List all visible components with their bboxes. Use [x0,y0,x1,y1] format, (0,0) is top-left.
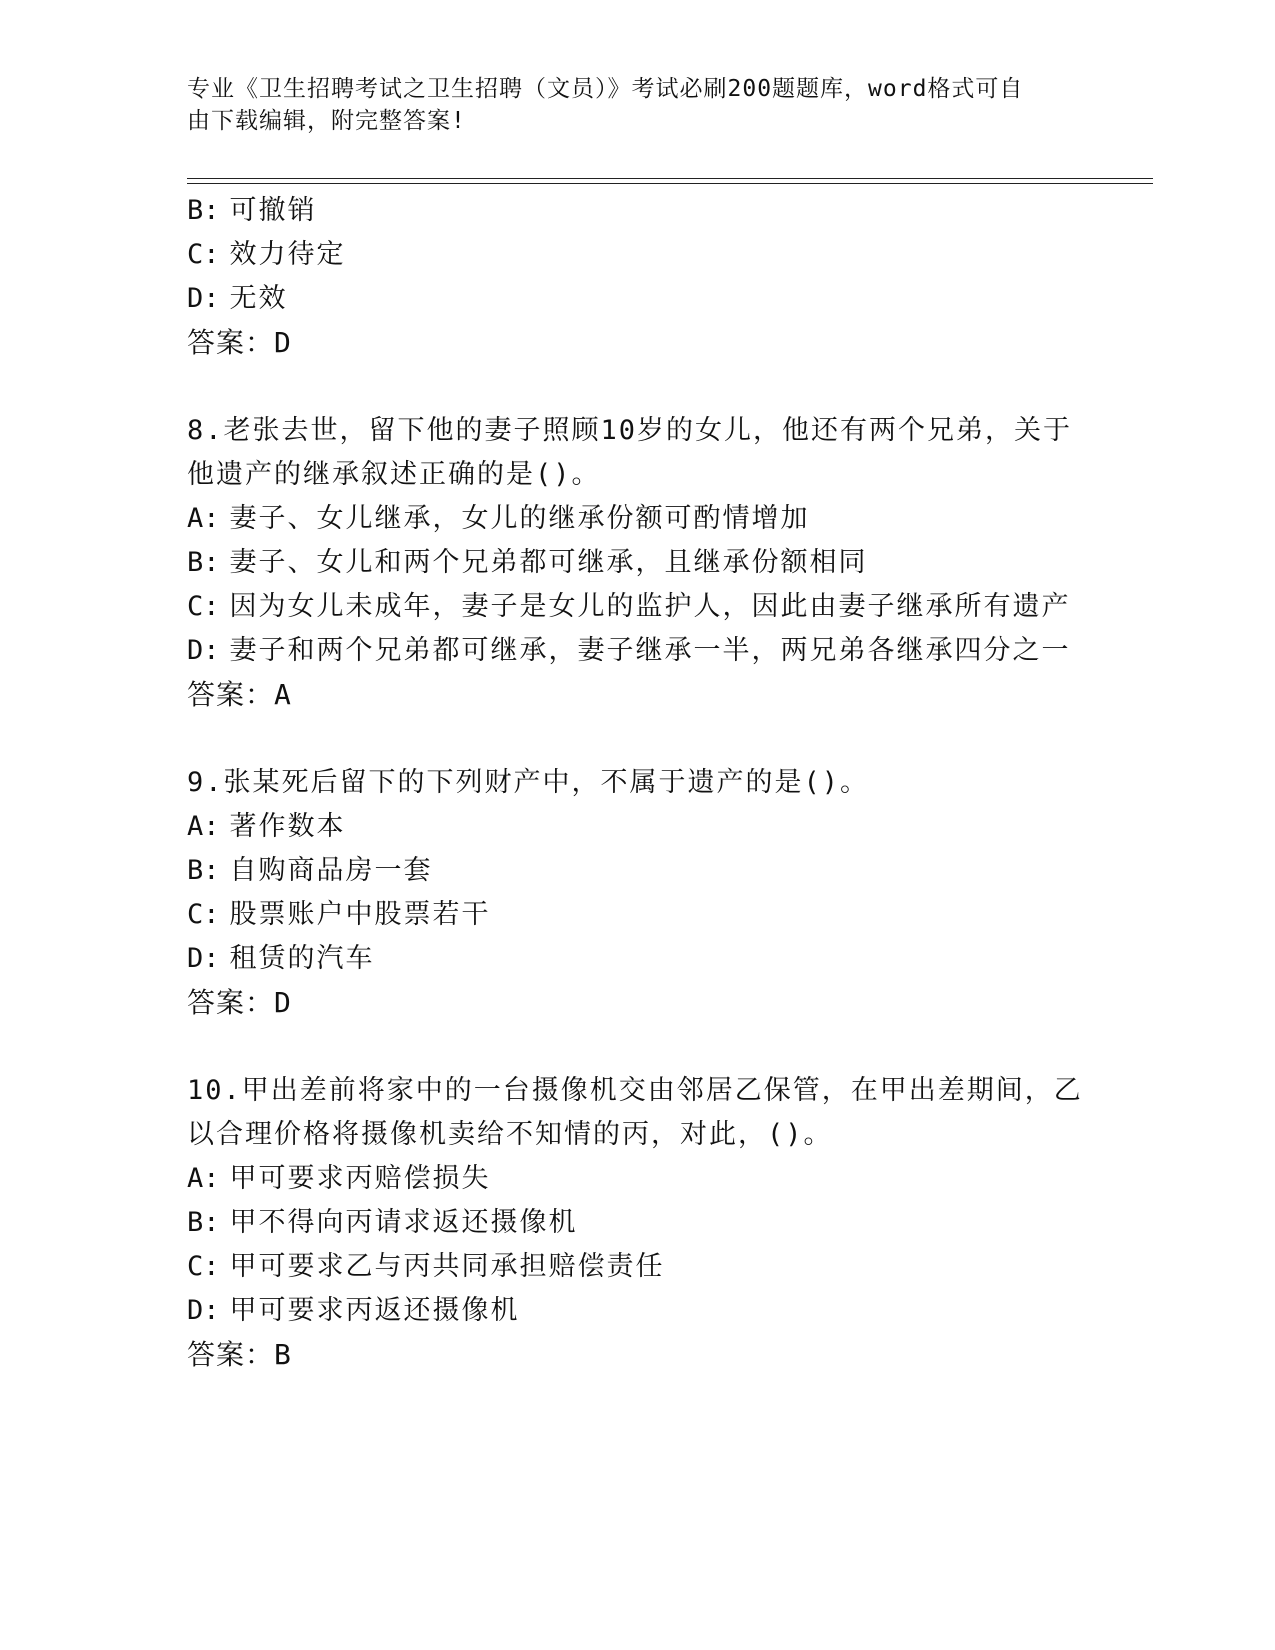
option-key: C: [187,1251,220,1282]
q8-option-a [187,501,810,537]
document-header [187,73,1087,137]
answer-label: 答案： [187,986,275,1019]
header-line-2: 由下载编辑，附完整答案! [187,108,466,134]
q10-stem-line-2: 以合理价格将摄像机卖给不知情的丙，对此，()。 [187,1119,833,1150]
q7-option-d [187,281,288,317]
option-key: C: [187,239,220,270]
option-text: 自购商品房一套 [229,855,433,886]
header-rule-top [187,178,1153,179]
q7-answer [187,325,292,361]
option-text: 股票账户中股票若干 [229,899,491,930]
q7-option-b [187,193,317,229]
option-key: D: [187,635,220,666]
q8-answer [187,677,292,713]
option-key: B: [187,855,220,886]
q10-option-d [187,1293,520,1329]
option-text: 甲可要求丙赔偿损失 [229,1163,491,1194]
q9-option-b [187,853,433,889]
answer-label: 答案： [187,1338,275,1371]
q8-stem-line-2: 他遗产的继承叙述正确的是()。 [187,459,601,490]
option-key: C: [187,591,220,622]
option-key: B: [187,1207,220,1238]
option-key: A: [187,503,220,534]
answer-value: B [274,1338,292,1371]
q9-stem-line-1: 9.张某死后留下的下列财产中，不属于遗产的是()。 [187,767,870,798]
answer-value: D [274,326,292,359]
option-text: 妻子和两个兄弟都可继承，妻子继承一半，两兄弟各继承四分之一 [229,635,1071,666]
q10-answer [187,1337,292,1373]
option-text: 租赁的汽车 [229,943,375,974]
option-text: 可撤销 [229,195,317,226]
option-key: B: [187,195,220,226]
header-line-1: 专业《卫生招聘考试之卫生招聘（文员）》考试必刷200题题库，word格式可自 [187,76,1024,102]
q8-stem-line-1: 8.老张去世，留下他的妻子照顾10岁的女儿，他还有两个兄弟，关于 [187,415,1073,446]
option-text: 甲不得向丙请求返还摄像机 [229,1207,578,1238]
option-key: A: [187,1163,220,1194]
q8-option-c [187,589,1071,625]
q9-option-d [187,941,375,977]
option-text: 因为女儿未成年，妻子是女儿的监护人，因此由妻子继承所有遗产 [229,591,1071,622]
answer-label: 答案： [187,678,275,711]
q8-option-d [187,633,1071,669]
answer-label: 答案： [187,326,275,359]
header-rule-bottom [187,183,1153,184]
option-key: A: [187,811,220,842]
option-key: B: [187,547,220,578]
q7-option-c [187,237,346,273]
option-text: 甲可要求丙返还摄像机 [229,1295,520,1326]
q9-option-a [187,809,346,845]
option-key: D: [187,943,220,974]
q10-option-a [187,1161,491,1197]
option-key: D: [187,1295,220,1326]
q10-stem-line-1: 10.甲出差前将家中的一台摄像机交由邻居乙保管，在甲出差期间，乙 [187,1075,1083,1106]
option-text: 效力待定 [229,239,346,270]
q8-option-b [187,545,868,581]
q10-option-b [187,1205,578,1241]
option-key: C: [187,899,220,930]
answer-value: D [274,986,292,1019]
option-text: 无效 [229,283,288,314]
option-text: 著作数本 [229,811,346,842]
option-text: 妻子、女儿继承，女儿的继承份额可酌情增加 [229,503,810,534]
q9-answer [187,985,292,1021]
q9-option-c [187,897,491,933]
option-key: D: [187,283,220,314]
option-text: 甲可要求乙与丙共同承担赔偿责任 [229,1251,665,1282]
q10-option-c [187,1249,665,1285]
option-text: 妻子、女儿和两个兄弟都可继承，且继承份额相同 [229,547,868,578]
answer-value: A [274,678,292,711]
